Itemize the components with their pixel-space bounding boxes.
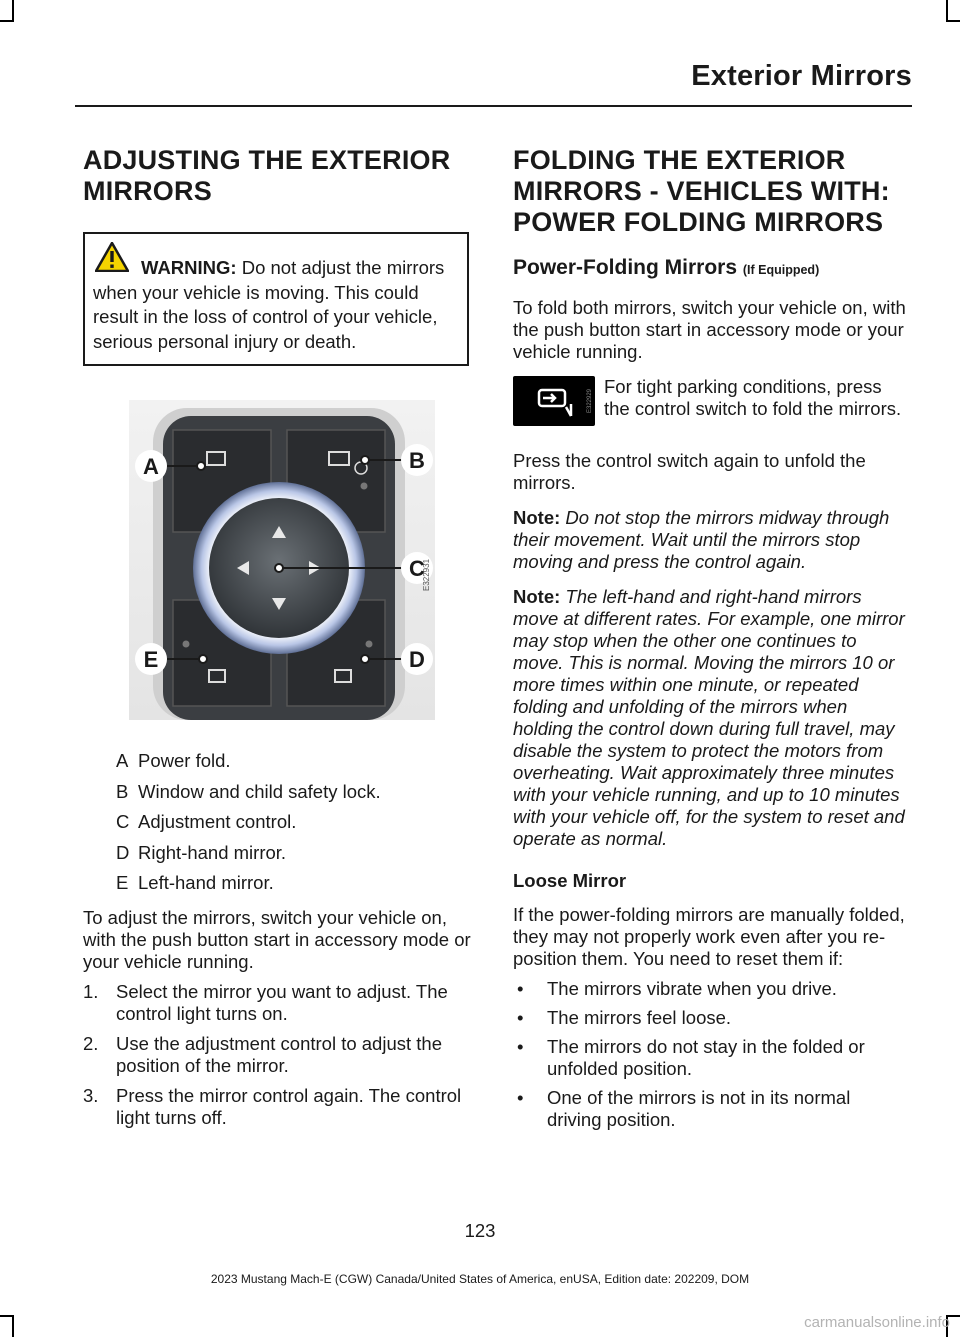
- adjust-steps-list: [83, 981, 473, 1129]
- page-number: 123: [464, 1220, 496, 1241]
- legend-key: D: [116, 841, 130, 863]
- section-heading-folding: [513, 145, 908, 237]
- crop-mark: [0, 1315, 14, 1317]
- legend-value: Right-hand mirror.: [138, 841, 287, 863]
- heading-line: POWER FOLDING MIRRORS: [513, 207, 884, 237]
- step-text: Press the mirror control again. The control light turns off.: [116, 1085, 462, 1128]
- page-header-title: Exterior Mirrors: [691, 60, 912, 92]
- fold-icon-text: For tight parking conditions, press the control switch to fold the mirrors.: [604, 376, 902, 419]
- heading-line: ADJUSTING THE EXTERIOR: [83, 145, 451, 175]
- legend-row: [83, 811, 473, 833]
- subheading-text: Power-Folding Mirrors: [513, 256, 738, 279]
- list-item: [513, 1036, 908, 1080]
- right-column: [513, 145, 908, 1138]
- callout-label: D: [409, 647, 425, 672]
- watermark[interactable]: carmanualsonline.info: [804, 1314, 950, 1331]
- bullet: •: [517, 1007, 524, 1028]
- list-item: [513, 978, 908, 1000]
- crop-mark: [0, 20, 14, 22]
- step-number: 2.: [83, 1033, 99, 1054]
- callout-label: A: [143, 454, 159, 479]
- list-item-text: One of the mirrors is not in its normal driving position.: [547, 1087, 851, 1130]
- crop-mark: [946, 0, 948, 22]
- fold-intro-paragraph: To fold both mirrors, switch your vehicle on, with the push button start in accessory mode or your vehicle running.: [513, 297, 906, 362]
- heading-line: FOLDING THE EXTERIOR: [513, 145, 846, 175]
- unfold-paragraph: Press the control switch again to unfold the mirrors.: [513, 450, 866, 493]
- bullet: •: [517, 1036, 524, 1057]
- legend-value: Window and child safety lock.: [138, 780, 381, 802]
- mirror-control-illustration: [129, 400, 435, 720]
- note-text: Do not stop the mirrors midway through their movement. Wait until the mirrors stop moving and press the control again.: [513, 507, 890, 572]
- warning-triangle-icon: [95, 242, 129, 272]
- legend-row: [83, 750, 473, 772]
- list-item-text: The mirrors vibrate when you drive.: [547, 978, 837, 999]
- loose-mirror-paragraph: If the power-folding mirrors are manually folded, they may not properly work even after you re-position them. You need to reset them if:: [513, 904, 905, 969]
- note-text: The left-hand and right-hand mirrors move at different rates. For example, one mirror may stop when the other one continues to move. This is normal. Moving the mirrors 10 or more times within one minute, or repeated folding and unfolding of the mirrors when holding the control down during full travel, may disable the system to protect the motors from overheating. Wait approximately three minutes with your vehicle running, and up to 10 minutes with your vehicle off, for the system to reset and operate as normal.: [513, 586, 905, 849]
- legend-key: C: [116, 811, 130, 832]
- legend-key: E: [116, 872, 129, 893]
- note-label: Note:: [513, 586, 561, 607]
- step-number: 3.: [83, 1085, 99, 1106]
- power-fold-icon: [513, 376, 595, 426]
- legend-value: Power fold.: [138, 750, 231, 771]
- step-text: Select the mirror you want to adjust. The control light turns on.: [116, 981, 448, 1024]
- list-item: [513, 1007, 908, 1029]
- header-rule: [75, 105, 912, 107]
- step-item: [83, 1085, 473, 1129]
- callout-label: C: [409, 556, 425, 581]
- subheading-loose-mirror: Loose Mirror: [513, 870, 627, 891]
- callout-label: B: [409, 448, 425, 473]
- icon-ref-code: E322929: [587, 388, 593, 414]
- step-item: [83, 981, 473, 1025]
- crop-mark: [12, 1315, 14, 1337]
- legend-key: A: [116, 750, 129, 771]
- note-midway: [513, 507, 908, 573]
- mirror-control-figure: [129, 400, 435, 720]
- legend-row: [83, 872, 473, 894]
- step-number: 1.: [83, 981, 99, 1002]
- warning-label: WARNING:: [141, 257, 237, 278]
- section-heading-adjusting: [83, 145, 473, 206]
- step-item: [83, 1033, 473, 1077]
- figure-legend: [83, 750, 473, 894]
- legend-row: [83, 781, 473, 803]
- heading-line: MIRRORS - VEHICLES WITH:: [513, 176, 890, 206]
- list-item-text: The mirrors do not stay in the folded or unfolded position.: [547, 1036, 865, 1079]
- step-text: Use the adjustment control to adjust the position of the mirror.: [116, 1033, 442, 1076]
- crop-mark: [12, 0, 14, 22]
- note-rates: [513, 586, 908, 850]
- crop-mark: [946, 20, 960, 22]
- list-item-text: The mirrors feel loose.: [547, 1007, 732, 1028]
- legend-value: Adjustment control.: [138, 811, 297, 832]
- heading-line: MIRRORS: [83, 176, 212, 206]
- note-label: Note:: [513, 507, 561, 528]
- subheading-suffix: (If Equipped): [742, 263, 820, 277]
- reset-conditions-list: [513, 978, 908, 1131]
- power-fold-symbol: [513, 376, 595, 426]
- fold-icon-block: [513, 376, 908, 438]
- warning-box: [83, 232, 469, 366]
- left-column: [83, 145, 473, 1137]
- legend-value: Left-hand mirror.: [138, 872, 274, 893]
- adjust-intro-paragraph: To adjust the mirrors, switch your vehicle on, with the push button start in accessory mode or your vehicle running.: [83, 907, 471, 972]
- legend-key: B: [116, 780, 129, 802]
- list-item: [513, 1087, 908, 1131]
- callout-label: E: [143, 647, 159, 672]
- warning-text: Do not adjust the mirrors when your vehicle is moving. This could result in the loss of control of your vehicle, serious personal injury or death.: [93, 257, 445, 352]
- figure-ref-code: E322931: [422, 558, 431, 592]
- page-footer: 2023 Mustang Mach-E (CGW) Canada/United States of America, enUSA, Edition date: 202209, DOM: [210, 1272, 750, 1286]
- bullet: •: [517, 1087, 524, 1108]
- subheading-power-folding: [513, 255, 908, 283]
- bullet: •: [517, 978, 524, 999]
- legend-row: [83, 842, 473, 864]
